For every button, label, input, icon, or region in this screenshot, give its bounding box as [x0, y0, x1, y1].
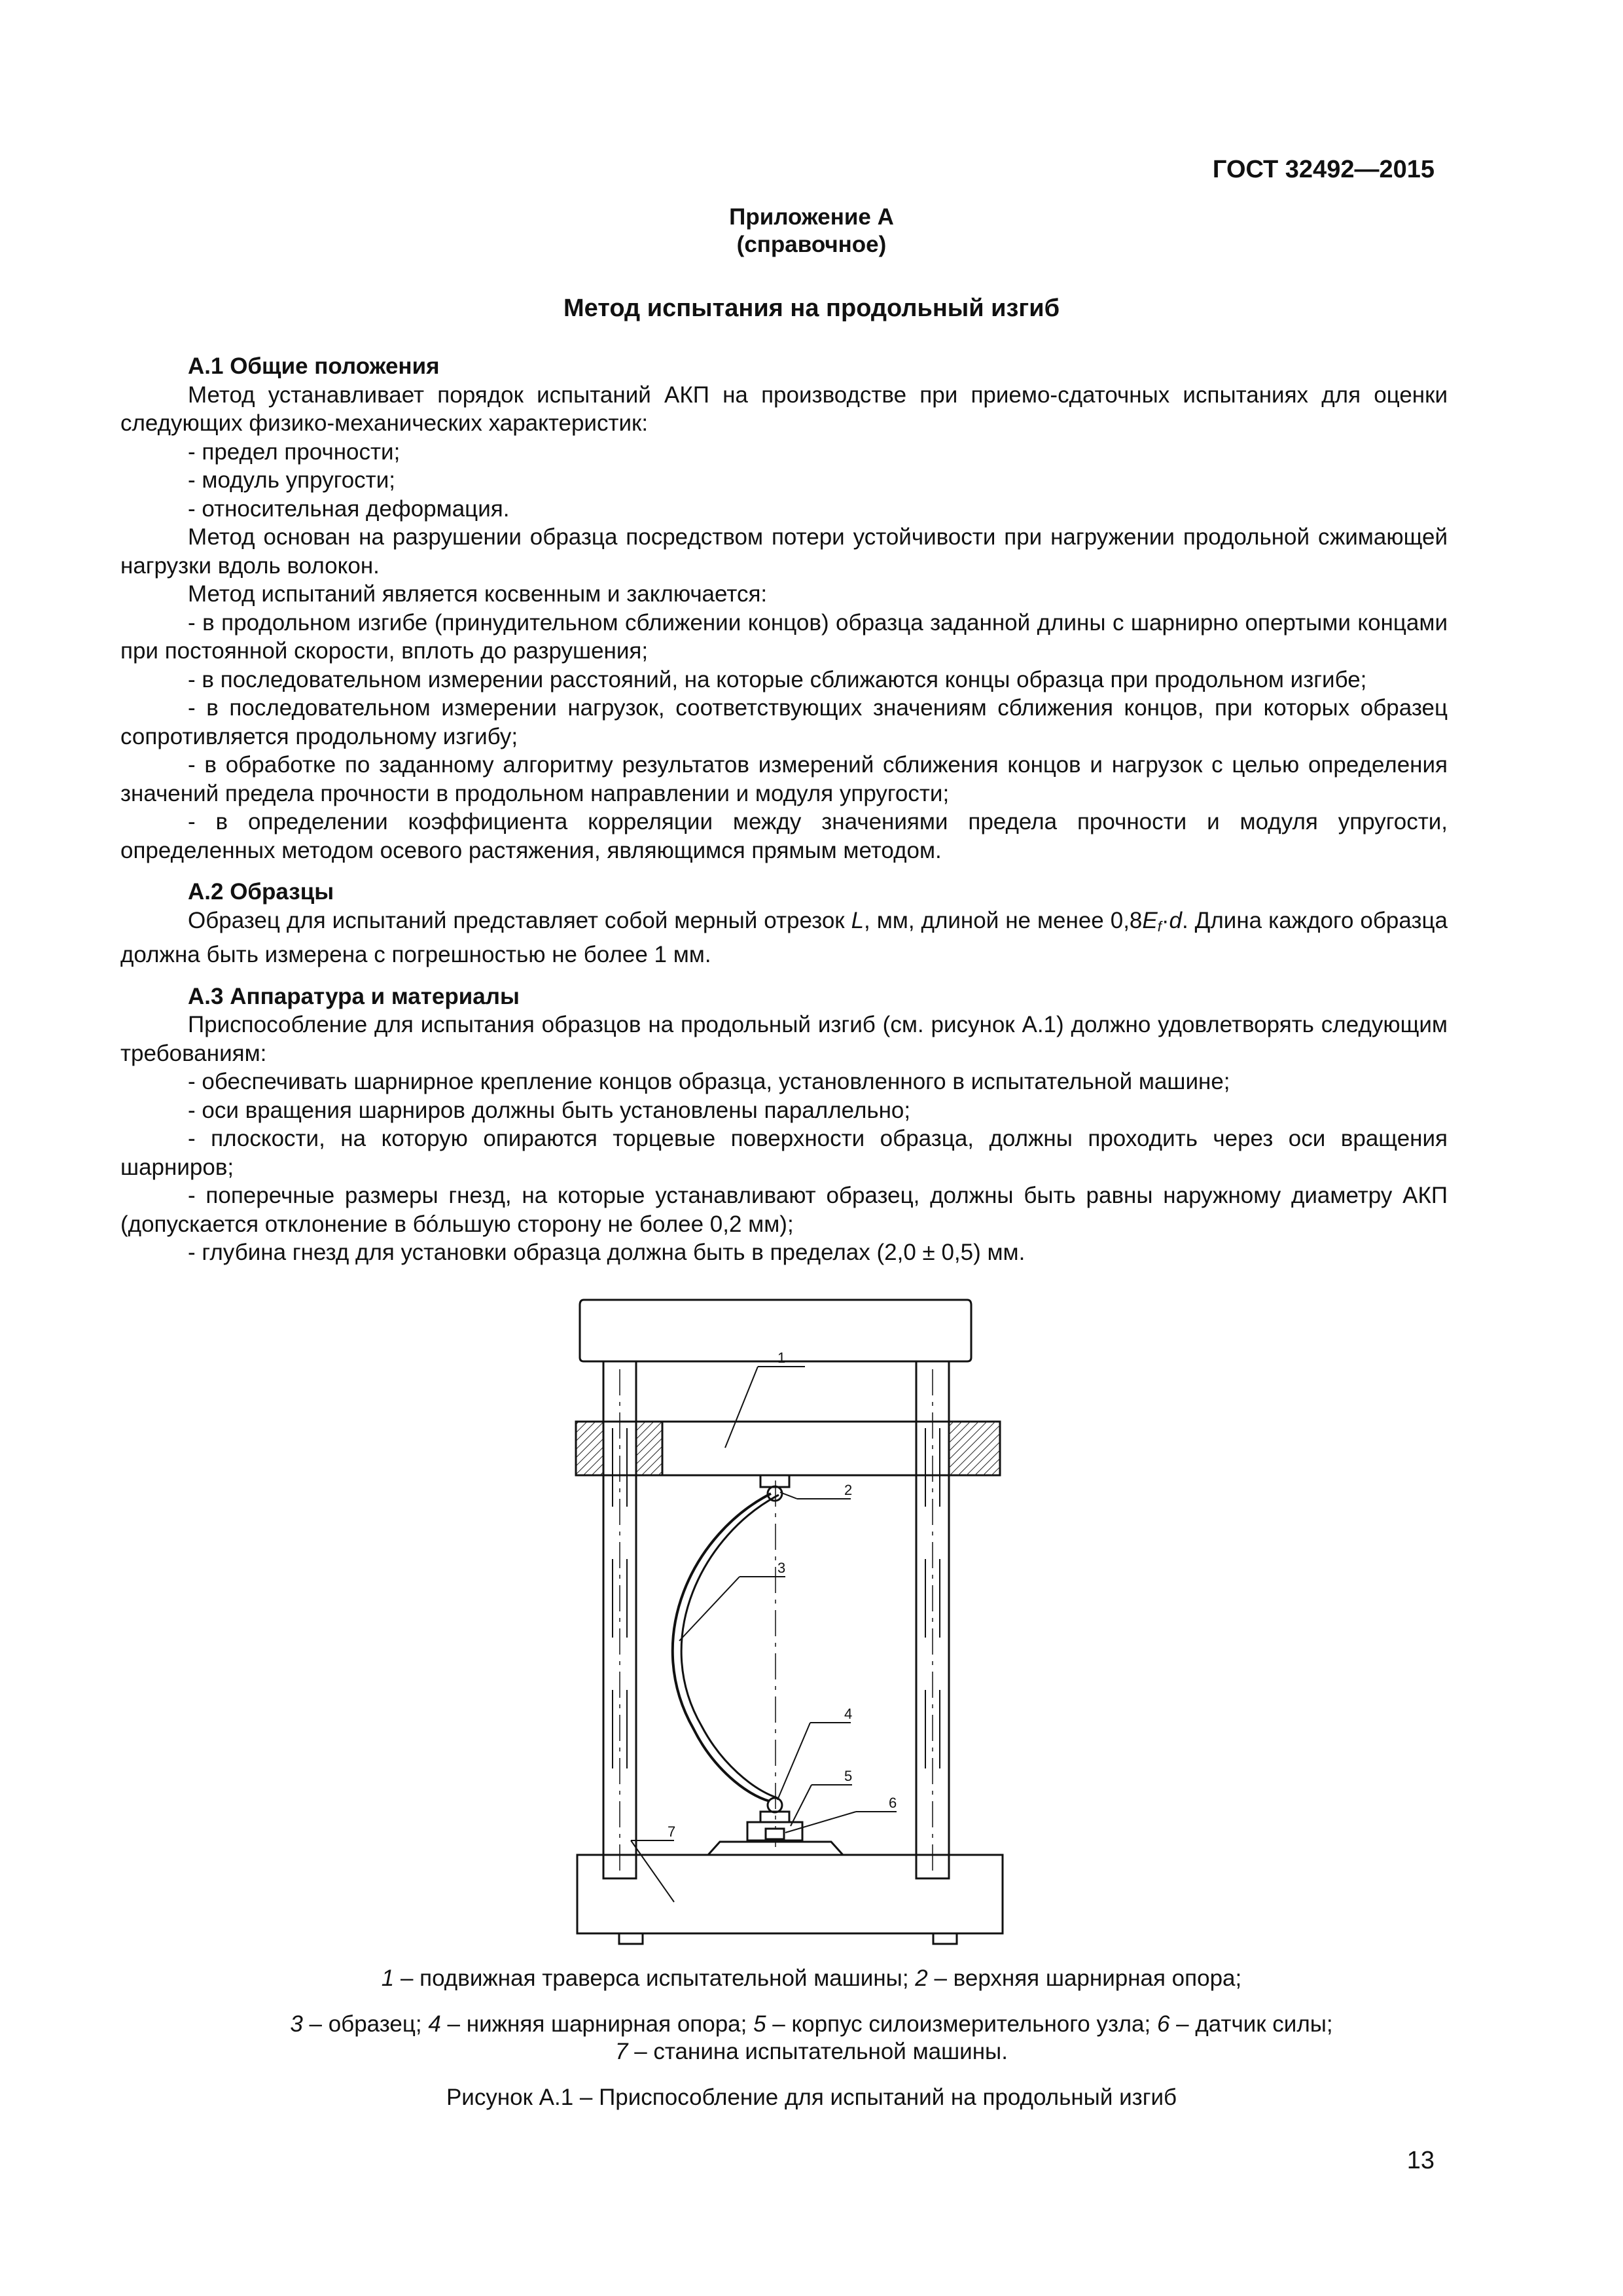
- section-a3-heading: А.3 Аппаратура и материалы: [188, 983, 520, 1009]
- multiply-dot: ·: [1161, 907, 1169, 933]
- legend-text: – датчик силы;: [1169, 2011, 1333, 2037]
- figure-legend-line-3: [0, 2039, 1623, 2065]
- force-sensor: [766, 1829, 784, 1839]
- figure-label-5: 5: [844, 1768, 853, 1784]
- figure-legend-line-1: [0, 1965, 1623, 1992]
- legend-number: 4: [428, 2011, 441, 2037]
- paragraph: Метод устанавливает порядок испытаний АКП на производстве при приемо-сдаточных испытаниях для оценки следующих физико-механических характеристик:: [120, 382, 1448, 436]
- method-title: Метод испытания на продольный изгиб: [563, 295, 1060, 322]
- list-item: - плоскости, на которую опираются торцевые поверхности образца, должны проходить через оси вращения шарниров;: [120, 1126, 1448, 1180]
- list-item: - в обработке по заданному алгоритму результатов измерений сближения концов и нагрузок с целью определения значений предела прочности в продольном направлении и модуля упругости;: [120, 752, 1448, 806]
- legend-number: 2: [915, 1965, 928, 1991]
- lower-pin: [768, 1798, 782, 1812]
- figure-label-3: 3: [777, 1560, 786, 1576]
- page-number: 13: [1406, 2147, 1435, 2174]
- list-item: - в последовательном измерении нагрузок, соответствующих значениям сближения концов, при которых образец сопротивляется продольному изгибу;: [120, 695, 1448, 749]
- legend-number: 6: [1156, 2011, 1170, 2037]
- text-run: . Длина каждого образца должна быть измерена с погрешностью не более 1 мм.: [120, 907, 1448, 967]
- standard-header: ГОСТ 32492—2015: [1212, 156, 1435, 183]
- list-item: - предел прочности;: [188, 439, 401, 465]
- figure-caption: Рисунок А.1 – Приспособление для испытаний на продольный изгиб: [446, 2085, 1177, 2110]
- appendix-title: Приложение А: [729, 204, 894, 230]
- paragraph: Метод основан на разрушении образца посредством потери устойчивости при нагружении продольной сжимающей нагрузки вдоль волокон.: [120, 524, 1448, 579]
- legend-text: – образец;: [302, 2011, 429, 2037]
- list-item: - обеспечивать шарнирное крепление концов образца, установленного в испытательной машине;: [188, 1069, 1230, 1094]
- legend-number: 1: [381, 1965, 395, 1991]
- paragraph: Приспособление для испытания образцов на продольный изгиб (см. рисунок А.1) должно удовлетворять следующим требованиям:: [120, 1012, 1448, 1066]
- legend-text: – корпус силоизмерительного узла;: [766, 2011, 1157, 2037]
- list-item: - поперечные размеры гнезд, на которые устанавливают образец, должны быть равны наружному диаметру АКП (допускается отклонение в бóльшую сторону не более 0,2 мм);: [120, 1183, 1448, 1237]
- text-run: Образец для испытаний представляет собой мерный отрезок: [188, 907, 851, 933]
- legend-text: – верхняя шарнирная опора;: [927, 1965, 1242, 1991]
- paragraph: [120, 906, 1448, 969]
- legend-text: – станина испытательной машины.: [628, 2039, 1008, 2064]
- figure-legend-line-2: [0, 2011, 1623, 2037]
- section-a1-heading: А.1 Общие положения: [188, 353, 440, 379]
- text-run: , мм, длиной не менее 0,8: [864, 907, 1143, 933]
- test-fixture-drawing: [569, 1297, 1041, 1952]
- legend-text: – подвижная траверса испытательной машины;: [394, 1965, 916, 1991]
- figure-label-6: 6: [889, 1795, 897, 1811]
- legend-number: 7: [615, 2039, 628, 2064]
- section-a2-heading: А.2 Образцы: [188, 879, 334, 905]
- legend-number: 3: [290, 2011, 303, 2037]
- figure-label-1: 1: [777, 1350, 786, 1366]
- base-frame: [577, 1855, 1003, 1933]
- legend-number: 5: [753, 2011, 766, 2037]
- list-item: - глубина гнезд для установки образца должна быть в пределах (2,0 ± 0,5) мм.: [188, 1240, 1026, 1265]
- list-item: - в последовательном измерении расстояний, на которые сближаются концы образца при продольном изгибе;: [188, 666, 1367, 692]
- list-item: - в определении коэффициента корреляции между значениями предела прочности и модуля упругости, определенных методом осевого растяжения, являющимся прямым методом.: [120, 809, 1448, 863]
- subscript-f: f: [1157, 918, 1162, 935]
- list-item: - модуль упругости;: [188, 467, 395, 493]
- symbol-L: L: [851, 907, 865, 933]
- paragraph: Метод испытаний является косвенным и заключается:: [188, 581, 768, 607]
- list-item: - относительная деформация.: [188, 495, 510, 522]
- document-body: [120, 352, 1448, 1267]
- symbol-d: d: [1169, 907, 1182, 933]
- appendix-type: (справочное): [736, 232, 887, 257]
- symbol-E: E: [1142, 907, 1158, 933]
- list-item: - оси вращения шарниров должны быть установлены параллельно;: [188, 1097, 911, 1123]
- list-item: - в продольном изгибе (принудительном сближении концов) образца заданной длины с шарнирно опертыми концами при постоянной скорости, вплоть до разрушения;: [120, 609, 1448, 664]
- legend-text: – нижняя шарнирная опора;: [440, 2011, 754, 2037]
- top-plate: [580, 1300, 971, 1361]
- figure-label-2: 2: [844, 1482, 853, 1498]
- figure-label-7: 7: [668, 1823, 676, 1840]
- figure-label-4: 4: [844, 1706, 853, 1722]
